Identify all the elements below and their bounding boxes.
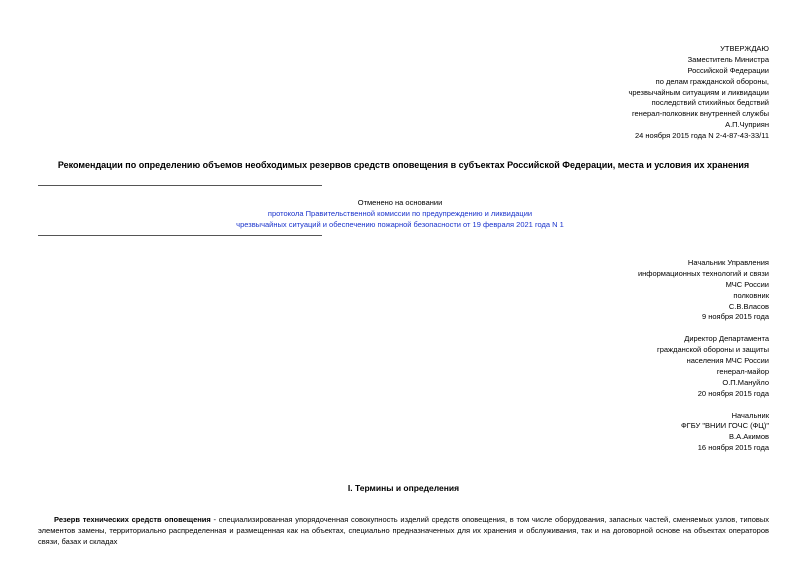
definition-text: - специализированная упорядоченная совокупность изделий средств оповещения, в том числе оборудования, запасных частей, сменяемых узлов, типовых элементов замены, территориально распределенная и размещенная как на объектах, специально предназначенных для их хранения и обслуживания, так и на договорной основе на объектах операторов связи, базах и складах — [38, 515, 769, 546]
signer-line: Директор Департамента — [684, 334, 769, 344]
definition-term: Резерв технических средств оповещения — [54, 515, 211, 524]
divider-top — [38, 185, 322, 186]
cancellation-link-line2[interactable]: чрезвычайных ситуаций и обеспечению пожарной безопасности от 19 февраля 2021 года N 1 — [236, 219, 564, 229]
signer-line: Начальник Управления — [687, 258, 769, 267]
approval-line: генерал-полковник внутренней службы — [631, 109, 769, 119]
signer-line: 20 ноября 2015 года — [697, 388, 769, 398]
cancellation-notice — [220, 198, 580, 231]
approval-line: по делам гражданской обороны, — [655, 76, 769, 86]
approval-line: чрезвычайным ситуациям и ликвидации — [628, 87, 769, 97]
cancellation-link-line1[interactable]: протокола Правительственной комиссии по предупреждению и ликвидации — [267, 208, 533, 218]
approval-block — [509, 44, 769, 142]
signer-line: ФГБУ "ВНИИ ГОЧС (ФЦ)" — [680, 421, 769, 431]
signer-line: В.А.Акимов — [729, 432, 769, 442]
approval-line: А.П.Чуприян — [725, 120, 769, 130]
signer-line: гражданской обороны и защиты — [656, 345, 769, 355]
approval-line: УТВЕРЖДАЮ — [720, 44, 769, 53]
signer-line: 16 ноября 2015 года — [697, 443, 769, 453]
signer-line: 9 ноября 2015 года — [701, 312, 769, 322]
divider-bottom — [38, 235, 322, 236]
document-title: Рекомендации по определению объемов необходимых резервов средств оповещения в субъектах Российской Федерации, места и условия их хранения — [57, 160, 750, 170]
signer-line: генерал-майор — [716, 366, 769, 376]
signer-line: информационных технологий и связи — [637, 268, 769, 278]
signer-civil-defense — [509, 334, 769, 399]
signer-line: О.П.Мануйло — [722, 377, 769, 387]
signers-block — [509, 258, 769, 465]
signer-line: Начальник — [731, 410, 769, 420]
signer-line: С.В.Власов — [728, 301, 769, 311]
signer-it-department — [509, 258, 769, 323]
approval-line: 24 ноября 2015 года N 2-4-87-43-33/11 — [634, 131, 769, 140]
section-heading: I. Термины и определения — [347, 483, 460, 493]
approval-line: Заместитель Министра — [687, 54, 769, 64]
signer-line: полковник — [733, 290, 769, 300]
cancellation-intro: Отменено на основании — [357, 198, 443, 207]
signer-line: населения МЧС России — [686, 356, 769, 365]
approval-line: Российской Федерации — [687, 65, 769, 75]
definition-paragraph — [38, 515, 769, 548]
signer-vnii-gochs — [509, 411, 769, 455]
signer-line: МЧС России — [725, 279, 769, 289]
approval-line: последствий стихийных бедствий — [651, 98, 769, 108]
